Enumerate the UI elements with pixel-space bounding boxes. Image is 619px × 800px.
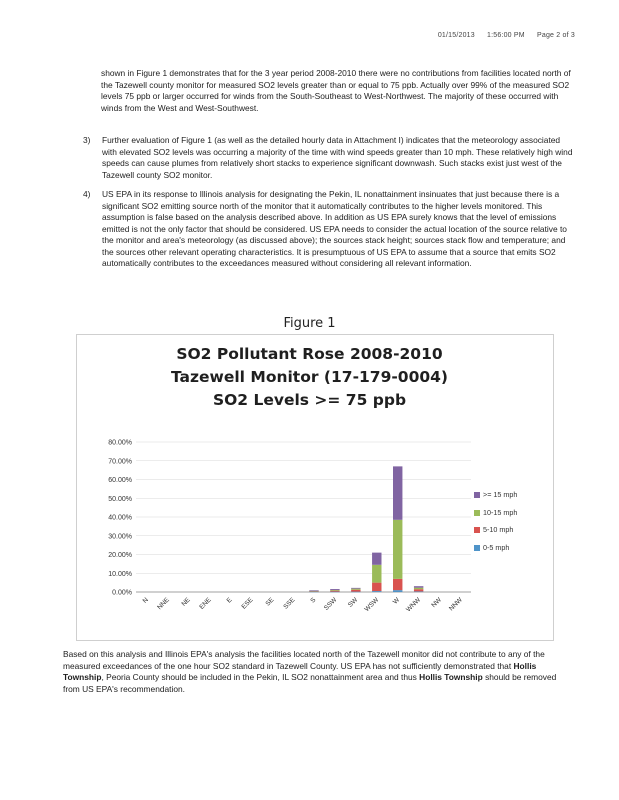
x-tick-label: NW [430,596,444,610]
legend-swatch [474,527,480,533]
conclusion-text-1: Based on this analysis and Illinois EPA's analysis the facilities located north of the Tazewell monitor did not contribute to any of the measured exceedances of the one hour SO2 standard in Tazewell County. US EPA has not sufficiently demonstrated that [63,649,545,671]
y-tick-label: 20.00% [108,552,132,559]
x-tick-label: S [309,596,318,605]
legend-label: 10-15 mph [483,507,518,517]
header-time: 1:56:00 PM [487,32,525,39]
bar-segment [393,520,402,579]
bar-segment [414,586,423,588]
x-tick-label: E [225,596,234,605]
conclusion-paragraph [63,649,563,695]
item-text: Further evaluation of Figure 1 (as well as the detailed hourly data in Attachment I) indicates that the meteorology associated with elevated SO2 levels was occurring a majority of the time with wind speeds greater than 10 mph. These relatively high wind speeds can cause plumes from relatively short stacks to experience significant downwash. Such stacks exist just west of the Tazewell county SO2 monitor. [102,135,573,180]
x-tick-label: ENE [198,596,213,611]
bar-segment [330,591,339,592]
y-tick-label: 70.00% [108,458,132,466]
bar-segment [393,579,402,590]
bar-segment [414,591,423,592]
header-page: Page 2 of 3 [536,32,575,39]
bar-segment [372,583,381,591]
conclusion-text-3: should be removed from US EPA's recommendation. [63,672,557,694]
x-tick-label: NNE [156,596,171,612]
header-date: 01/15/2013 [437,32,475,39]
x-tick-label: ESE [240,596,255,611]
conclusion-bold-2: Hollis Township [419,672,483,682]
x-tick-label: NNW [448,596,464,613]
y-tick-label: 30.00% [108,533,132,541]
item-number: 4) [83,189,91,199]
x-tick-label: W [391,596,402,606]
x-tick-label: NE [180,596,192,608]
x-tick-label: N [141,596,150,605]
bar-segment [372,553,381,565]
bar-segment [351,592,360,593]
legend-swatch [474,545,480,551]
page-header [428,32,575,39]
item-text: US EPA in its response to Illinois analysis for designating the Pekin, IL nonattainment insinuates that just because there is a significant SO2 emitting source north of the monitor that it automatically contributes to the higher levels monitored. This assumption is false based on the analysis described above. In addition as US EPA surely knows that the level of emissions emitted is not the only factor that should be considered. US EPA needs to consider the actual location of the source relative to the monitor and area's meteorology (as discussed above); the sources stack height; sources stack flow and temperature; and the sources other relevant operating characteristics. It is presumptuous of US EPA to assume that a source that emits SO2 automatically contributes to the exceedances measured without considering all relevant information. [102,189,567,268]
intro-paragraph: shown in Figure 1 demonstrates that for the 3 year period 2008-2010 there were no contributions from facilities located north of the Tazewell county monitor for measured SO2 levels greater than or equal to 75 ppb. Actually over 99% of the measured SO2 levels 75 ppb or larger occurred for winds from the South-Southeast to West-Northwest. The majority of these occurred with winds from the West and West-Southwest. [101,68,571,113]
y-tick-label: 40.00% [108,514,132,522]
x-tick-label: WNW [405,596,423,614]
legend-swatch [474,510,480,516]
y-tick-label: 60.00% [108,477,132,484]
x-tick-label: SSE [282,596,297,611]
x-tick-label: SSW [322,596,339,612]
x-tick-label: SE [264,596,276,608]
bar-segment [351,588,360,589]
y-tick-label: 10.00% [108,570,132,578]
bar-segment [393,466,402,519]
bar-segment [309,592,318,593]
bar-segment [372,591,381,592]
chart-title-line-1: SO2 Pollutant Rose 2008-2010 [176,345,443,363]
y-tick-label: 0.00% [112,589,132,597]
bar-segment [414,588,423,590]
conclusion-text-2: , Peoria County should be included in the Pekin, IL SO2 nonattainment area and thus [101,672,420,682]
bar-segment [330,592,339,593]
bar-segment [372,565,381,583]
conclusion-bold-1: Hollis Township [63,660,537,682]
y-tick-label: 80.00% [108,439,132,447]
y-tick-label: 50.00% [108,495,132,503]
legend-label: 0-5 mph [483,542,510,552]
bar-segment [309,590,318,591]
item-number: 3) [83,135,91,145]
bar-segment [330,589,339,590]
x-tick-label: WSW [363,596,381,614]
bar-segment [393,590,402,592]
legend-swatch [474,492,480,498]
legend-label: 5-10 mph [483,525,514,534]
pollutant-rose-chart [76,334,552,639]
chart-title-line-2: Tazewell Monitor (17-179-0004) [170,368,449,386]
figure-label: Figure 1 [283,316,336,331]
bar-segment [330,590,339,591]
bar-segment [351,589,360,590]
x-tick-label: SW [346,596,360,609]
legend-label: >= 15 mph [483,490,518,499]
bar-segment [351,590,360,592]
chart-title-line-3: SO2 Levels >= 75 ppb [212,391,407,409]
bar-segment [414,589,423,591]
